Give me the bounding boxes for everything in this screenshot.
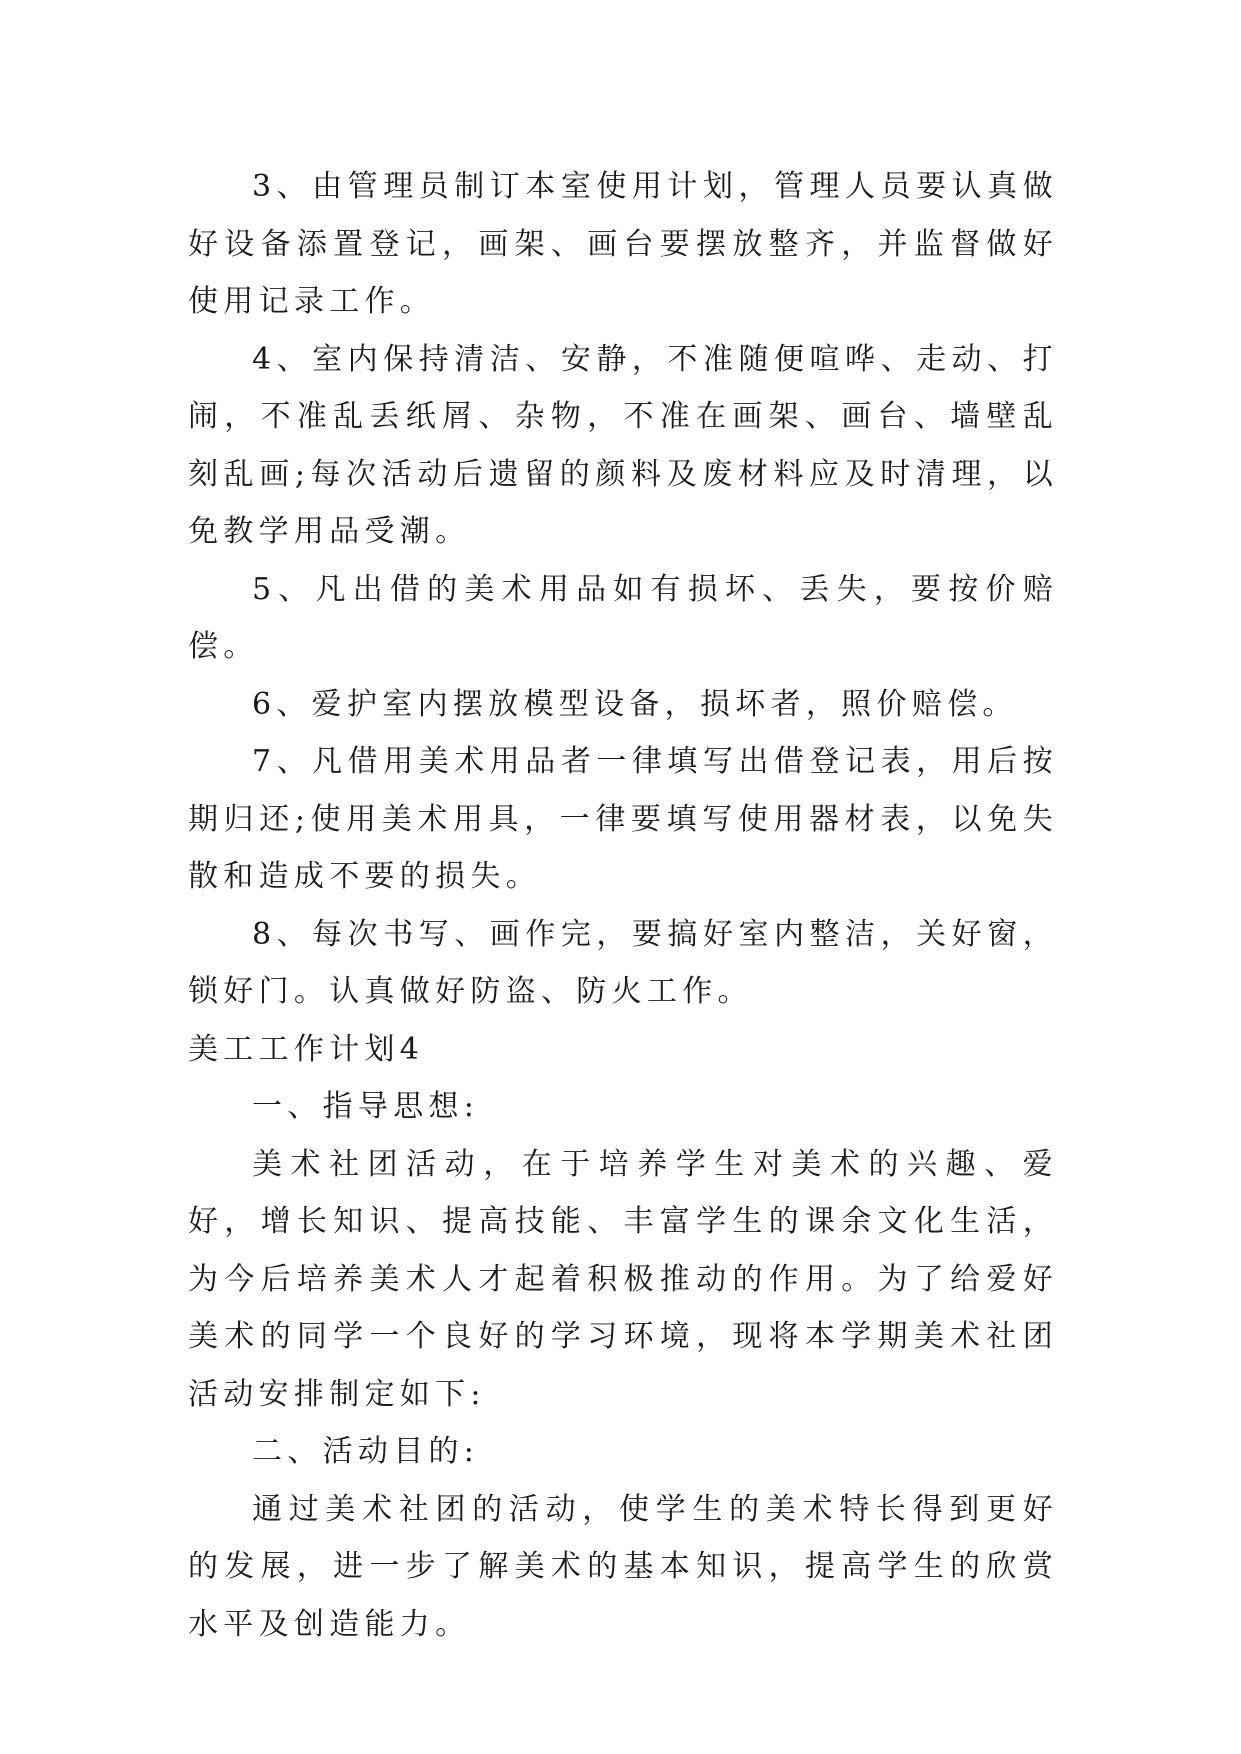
paragraph-rule-6: 6、爱护室内摆放模型设备，损坏者，照价赔偿。 [252, 686, 1018, 722]
subheading-guiding-ideology: 一、指导思想: [252, 1089, 480, 1124]
subheading-activity-purpose: 二、活动目的: [252, 1434, 480, 1469]
paragraph-rule-3: 3、由管理员制订本室使用计划，管理人员要认真做好设备添置登记，画架、画台要摆放整齐，并监督做好使用记录工作。 [188, 169, 1058, 319]
document-body [188, 158, 1058, 1653]
paragraph-rule-7: 7、凡借用美术用品者一律填写出借登记表，用后按期归还;使用美术用具，一律要填写使用器材表，以免失散和造成不要的损失。 [188, 744, 1058, 894]
paragraph-rule-8: 8、每次书写、画作完，要搞好室内整洁，关好窗，锁好门。认真做好防盗、防火工作。 [188, 916, 1058, 1009]
section-title: 美工工作计划4 [188, 1031, 425, 1067]
paragraph-activity-purpose: 通过美术社团的活动，使学生的美术特长得到更好的发展，进一步了解美术的基本知识，提高学生的欣赏水平及创造能力。 [188, 1491, 1058, 1642]
paragraph-rule-4: 4、室内保持清洁、安静，不准随便喧哗、走动、打闹，不准乱丢纸屑、杂物，不准在画架、画台、墙壁乱刻乱画;每次活动后遗留的颜料及废材料应及时清理，以免教学用品受潮。 [188, 341, 1058, 549]
paragraph-guiding-ideology: 美术社团活动，在于培养学生对美术的兴趣、爱好，增长知识、提高技能、丰富学生的课余文化生活，为今后培养美术人才起着积极推动的作用。为了给爱好美术的同学一个良好的学习环境，现将本学期美术社团活动安排制定如下: [188, 1146, 1058, 1412]
paragraph-rule-5: 5、凡出借的美术用品如有损坏、丢失，要按价赔偿。 [188, 571, 1058, 664]
